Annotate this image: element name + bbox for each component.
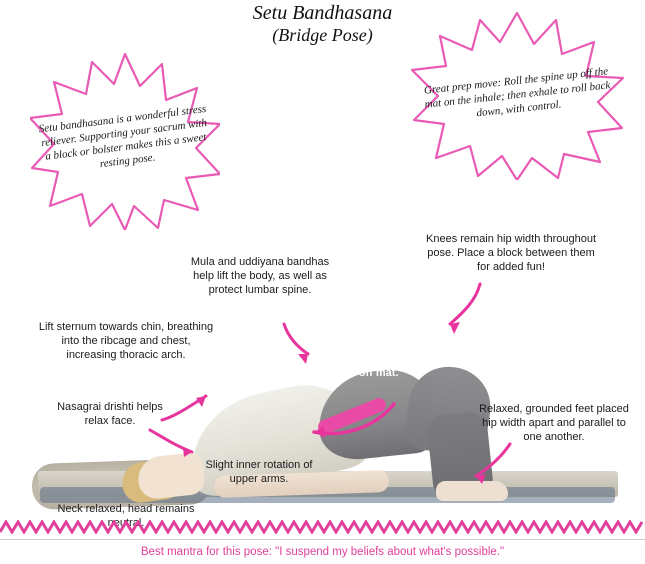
foot: [436, 481, 508, 501]
callout-burst-left: [30, 50, 220, 230]
arrow-bandhas-icon: [276, 322, 326, 368]
footer-mantra: Best mantra for this pose: "I suspend my beliefs about what's possible.": [140, 546, 505, 558]
annotation-knees: Knees remain hip width throughout pose. Place a block between them for added fun!: [426, 233, 596, 273]
callout-right-text: Great prep move: Roll the spine up off the mat on the inhale; then exhale to roll back down, with control.: [423, 65, 611, 120]
arrow-tailbone-icon: [306, 398, 398, 446]
footer-divider: [0, 539, 645, 540]
annotation-neck: Neck relaxed, head remains neutral.: [57, 503, 195, 529]
annotation-feet: Relaxed, grounded feet placed hip width apart and parallel to one another.: [479, 403, 629, 443]
annotation-tailbone: Lengthen tailbone away as you lift the pelvis and spine off mat.: [327, 337, 455, 379]
title-sub: (Bridge Pose): [272, 25, 373, 45]
arrow-sternum-icon: [160, 390, 216, 426]
callout-left-text: Setu bandhasana is a wonderful stress reliever. Supporting your sacrum with a block or bolster makes this a sweet resting pose.: [38, 102, 208, 171]
arrow-drishti-icon: [148, 424, 202, 458]
arrow-feet-icon: [468, 440, 514, 484]
callout-burst-right: [410, 10, 625, 180]
title-main: Setu Bandhasana: [252, 2, 393, 24]
zigzag-divider: [0, 520, 645, 534]
annotation-bandhas: Mula and uddiyana bandhas help lift the body, as well as protect lumbar spine.: [190, 256, 330, 296]
annotation-sternum: Lift sternum towards chin, breathing into the ribcage and chest, increasing thoracic arch.: [38, 321, 214, 361]
arrow-knees-icon: [440, 282, 490, 342]
annotation-drishti: Nasagrai drishti helps relax face.: [57, 401, 163, 427]
annotation-arms: Slight inner rotation of upper arms.: [205, 459, 313, 485]
